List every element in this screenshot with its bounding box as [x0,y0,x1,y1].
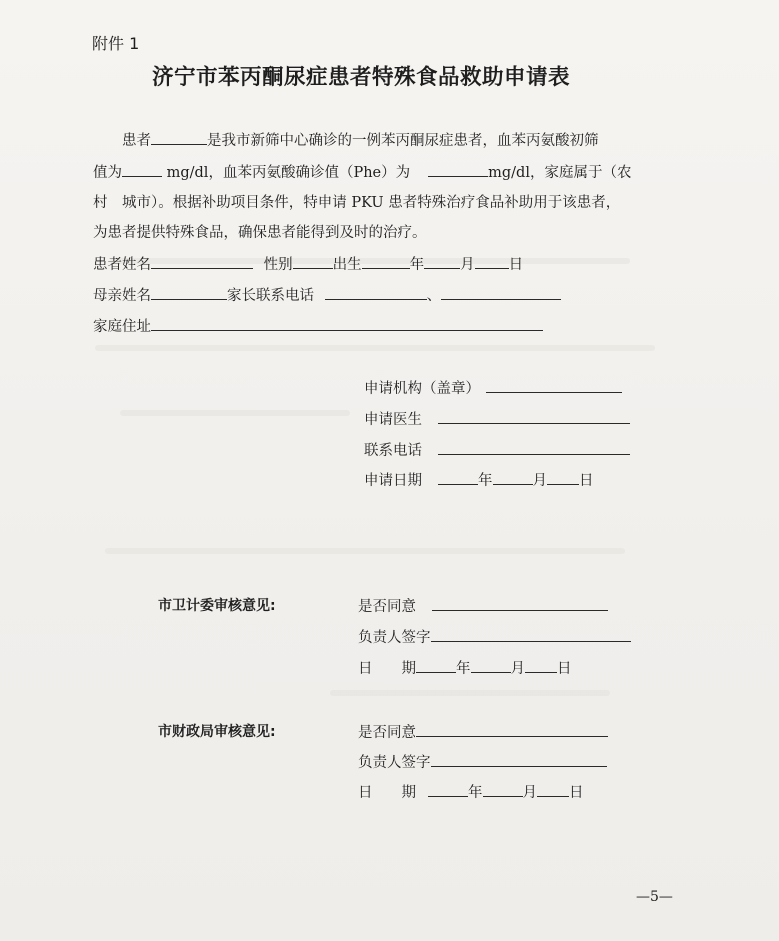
page-title: 济宁市苯丙酮尿症患者特殊食品救助申请表 [152,65,571,90]
finance-agree-field[interactable] [416,722,608,737]
bleed-through [330,690,610,696]
doctor-field[interactable] [438,409,630,424]
finance-agree-row: 是否同意 [358,722,608,743]
gender-field[interactable] [293,254,333,269]
applicant-phone-field[interactable] [438,440,630,455]
org-row: 申请机构（盖章） [364,378,622,399]
health-agree-row: 是否同意 [358,596,608,617]
mother-name-field[interactable] [151,285,227,300]
health-year-field[interactable] [416,658,456,673]
apply-month-field[interactable] [493,470,533,485]
parent-phone-field-1[interactable] [325,285,427,300]
finance-day-field[interactable] [537,782,569,797]
paragraph-line-3: 村 城市）。根据补助项目条件，特申请 PKU 患者特殊治疗食品补助用于该患者， [93,195,621,211]
confirmed-phe-blank[interactable] [428,162,488,177]
finance-date-row: 日 期 年 月 日 [358,782,584,803]
paragraph-line-1: 患者 是我市新筛中心确诊的一例苯丙酮尿症患者，血苯丙氨酸初筛 [122,130,599,151]
paragraph-line-4: 为患者提供特殊食品，确保患者能得到及时的治疗。 [93,225,427,241]
health-month-field[interactable] [471,658,511,673]
bleed-through [105,548,625,554]
patient-info-row: 患者姓名 性别 出生 年 月 日 [93,254,523,275]
finance-sign-row: 负责人签字 [358,752,607,773]
health-review-title: 市卫计委审核意见: [158,598,276,614]
apply-year-field[interactable] [438,470,478,485]
finance-sign-field[interactable] [431,752,607,767]
birth-year-field[interactable] [362,254,410,269]
org-field[interactable] [486,378,622,393]
doctor-row: 申请医生 [364,409,630,430]
applicant-phone-row: 联系电话 [364,440,630,461]
patient-name-blank[interactable] [151,130,207,145]
bleed-through [120,410,350,416]
health-day-field[interactable] [525,658,557,673]
page-number: —5— [636,889,673,905]
health-sign-row: 负责人签字 [358,627,631,648]
finance-year-field[interactable] [428,782,468,797]
apply-day-field[interactable] [547,470,579,485]
health-date-row: 日 期 年 月 日 [358,658,572,679]
apply-date-row: 申请日期 年 月 日 [364,470,594,491]
bleed-through [95,345,655,351]
initial-phe-blank[interactable] [122,162,162,177]
health-sign-field[interactable] [431,627,631,642]
mother-row: 母亲姓名 家长联系电话 、 [93,285,561,306]
parent-phone-field-2[interactable] [441,285,561,300]
attachment-label: 附件 1 [92,34,140,53]
paragraph-line-2: 值为 mg/dl，血苯丙氨酸确诊值（Phe）为 mg/dl，家庭属于（农 [93,162,631,183]
finance-review-title: 市财政局审核意见: [158,724,276,740]
birth-month-field[interactable] [424,254,460,269]
address-row: 家庭住址 [93,316,543,337]
patient-name-field[interactable] [151,254,253,269]
birth-day-field[interactable] [475,254,509,269]
health-agree-field[interactable] [432,596,608,611]
address-field[interactable] [151,316,543,331]
finance-month-field[interactable] [483,782,523,797]
